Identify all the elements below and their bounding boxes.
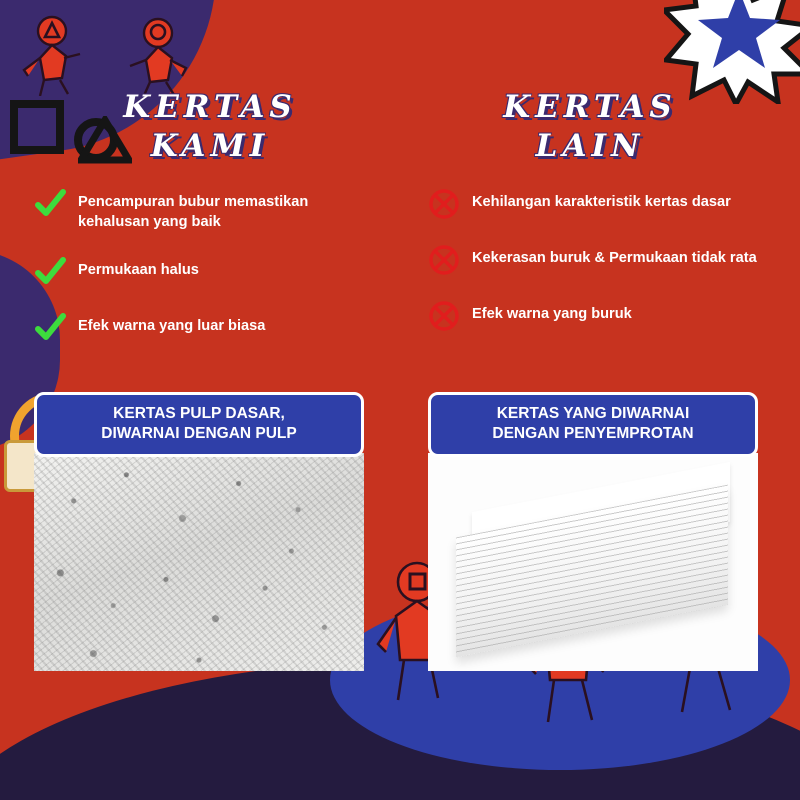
card-title-line2: DENGAN PENYEMPROTAN — [492, 425, 694, 443]
feature-text: Efek warna yang luar biasa — [78, 318, 266, 335]
feature-list-our-paper — [34, 190, 364, 370]
list-item — [428, 190, 758, 220]
card-title-line1: KERTAS PULP DASAR, — [113, 405, 285, 422]
heading-other-paper — [420, 88, 760, 166]
feature-text: Kekerasan buruk & Permukaan tidak rata — [472, 250, 757, 266]
paper-stack-photo — [428, 453, 758, 671]
list-item — [428, 246, 758, 276]
card-spray-dyed — [428, 392, 758, 671]
check-icon — [34, 188, 66, 220]
card-title-line2: DIWARNAI DENGAN PULP — [101, 425, 297, 443]
cross-circle-icon — [428, 300, 460, 332]
list-item — [34, 258, 364, 288]
feature-text: Permukaan halus — [78, 262, 199, 279]
check-icon — [34, 256, 66, 288]
cross-circle-icon — [428, 188, 460, 220]
heading-our-paper — [40, 88, 380, 166]
heading-our-paper-line1: KERTAS — [123, 89, 297, 125]
heading-other-paper-line1: KERTAS — [503, 89, 677, 125]
pulp-texture-image — [34, 453, 364, 671]
guard-figure-icon — [14, 14, 92, 96]
list-item — [34, 314, 364, 344]
feature-text: Pencampuran bubur memastikan kehalusan yang baik — [78, 194, 309, 230]
feature-text: Kehilangan karakteristik kertas dasar — [472, 194, 731, 210]
feature-text: Efek warna yang buruk — [472, 306, 632, 322]
list-item — [34, 190, 364, 232]
feature-list-other-paper — [428, 190, 758, 358]
heading-other-paper-line2: LAIN — [535, 127, 645, 164]
card-pulp-dyed — [34, 392, 364, 671]
cross-circle-icon — [428, 244, 460, 276]
check-icon — [34, 312, 66, 344]
pulp-texture-photo — [34, 453, 364, 671]
card-title — [428, 392, 758, 457]
card-title — [34, 392, 364, 457]
heading-our-paper-line2: KAMI — [150, 127, 270, 164]
list-item — [428, 302, 758, 332]
card-title-line1: KERTAS YANG DIWARNAI — [496, 405, 690, 422]
paper-stack-image — [428, 453, 758, 671]
